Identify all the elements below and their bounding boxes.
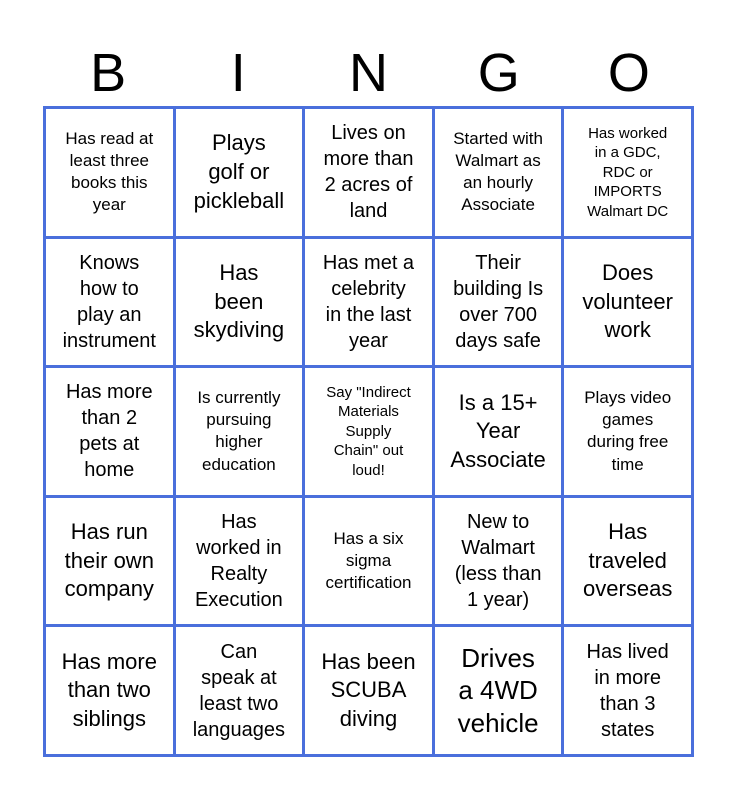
header-letter-n: N xyxy=(348,43,388,103)
bingo-cell-r2-c3[interactable]: Has met a celebrity in the last year xyxy=(305,239,432,366)
bingo-cell-r4-c1[interactable]: Has run their own company xyxy=(46,498,173,625)
bingo-board xyxy=(43,106,694,757)
bingo-cell-r1-c5[interactable]: Has worked in a GDC, RDC or IMPORTS Walmart DC xyxy=(564,109,691,236)
header-letter-i: I xyxy=(230,43,246,103)
bingo-cell-r3-c1[interactable]: Has more than 2 pets at home xyxy=(46,368,173,495)
bingo-header xyxy=(43,40,694,106)
bingo-cell-r4-c4[interactable]: New to Walmart (less than 1 year) xyxy=(435,498,562,625)
bingo-cell-r1-c3[interactable]: Lives on more than 2 acres of land xyxy=(305,109,432,236)
bingo-cell-r3-c4[interactable]: Is a 15+ Year Associate xyxy=(435,368,562,495)
bingo-cell-r4-c5[interactable]: Has traveled overseas xyxy=(564,498,691,625)
header-letter-o: O xyxy=(607,43,650,103)
bingo-cell-r5-c2[interactable]: Can speak at least two languages xyxy=(176,627,303,754)
bingo-cell-r4-c2[interactable]: Has worked in Realty Execution xyxy=(176,498,303,625)
bingo-cell-r4-c3[interactable]: Has a six sigma certification xyxy=(305,498,432,625)
bingo-cell-r5-c5[interactable]: Has lived in more than 3 states xyxy=(564,627,691,754)
bingo-cell-r5-c4[interactable]: Drives a 4WD vehicle xyxy=(435,627,562,754)
bingo-cell-r1-c1[interactable]: Has read at least three books this year xyxy=(46,109,173,236)
bingo-cell-r5-c3[interactable]: Has been SCUBA diving xyxy=(305,627,432,754)
bingo-cell-r1-c4[interactable]: Started with Walmart as an hourly Associate xyxy=(435,109,562,236)
bingo-cell-r2-c2[interactable]: Has been skydiving xyxy=(176,239,303,366)
bingo-cell-r3-c2[interactable]: Is currently pursuing higher education xyxy=(176,368,303,495)
header-letter-g: G xyxy=(477,43,520,103)
bingo-cell-r3-c5[interactable]: Plays video games during free time xyxy=(564,368,691,495)
bingo-cell-r5-c1[interactable]: Has more than two siblings xyxy=(46,627,173,754)
bingo-cell-r2-c4[interactable]: Their building Is over 700 days safe xyxy=(435,239,562,366)
bingo-cell-r2-c5[interactable]: Does volunteer work xyxy=(564,239,691,366)
bingo-cell-r2-c1[interactable]: Knows how to play an instrument xyxy=(46,239,173,366)
bingo-cell-r3-c3[interactable]: Say "Indirect Materials Supply Chain" out loud! xyxy=(305,368,432,495)
header-letter-b: B xyxy=(90,43,127,103)
bingo-cell-r1-c2[interactable]: Plays golf or pickleball xyxy=(176,109,303,236)
